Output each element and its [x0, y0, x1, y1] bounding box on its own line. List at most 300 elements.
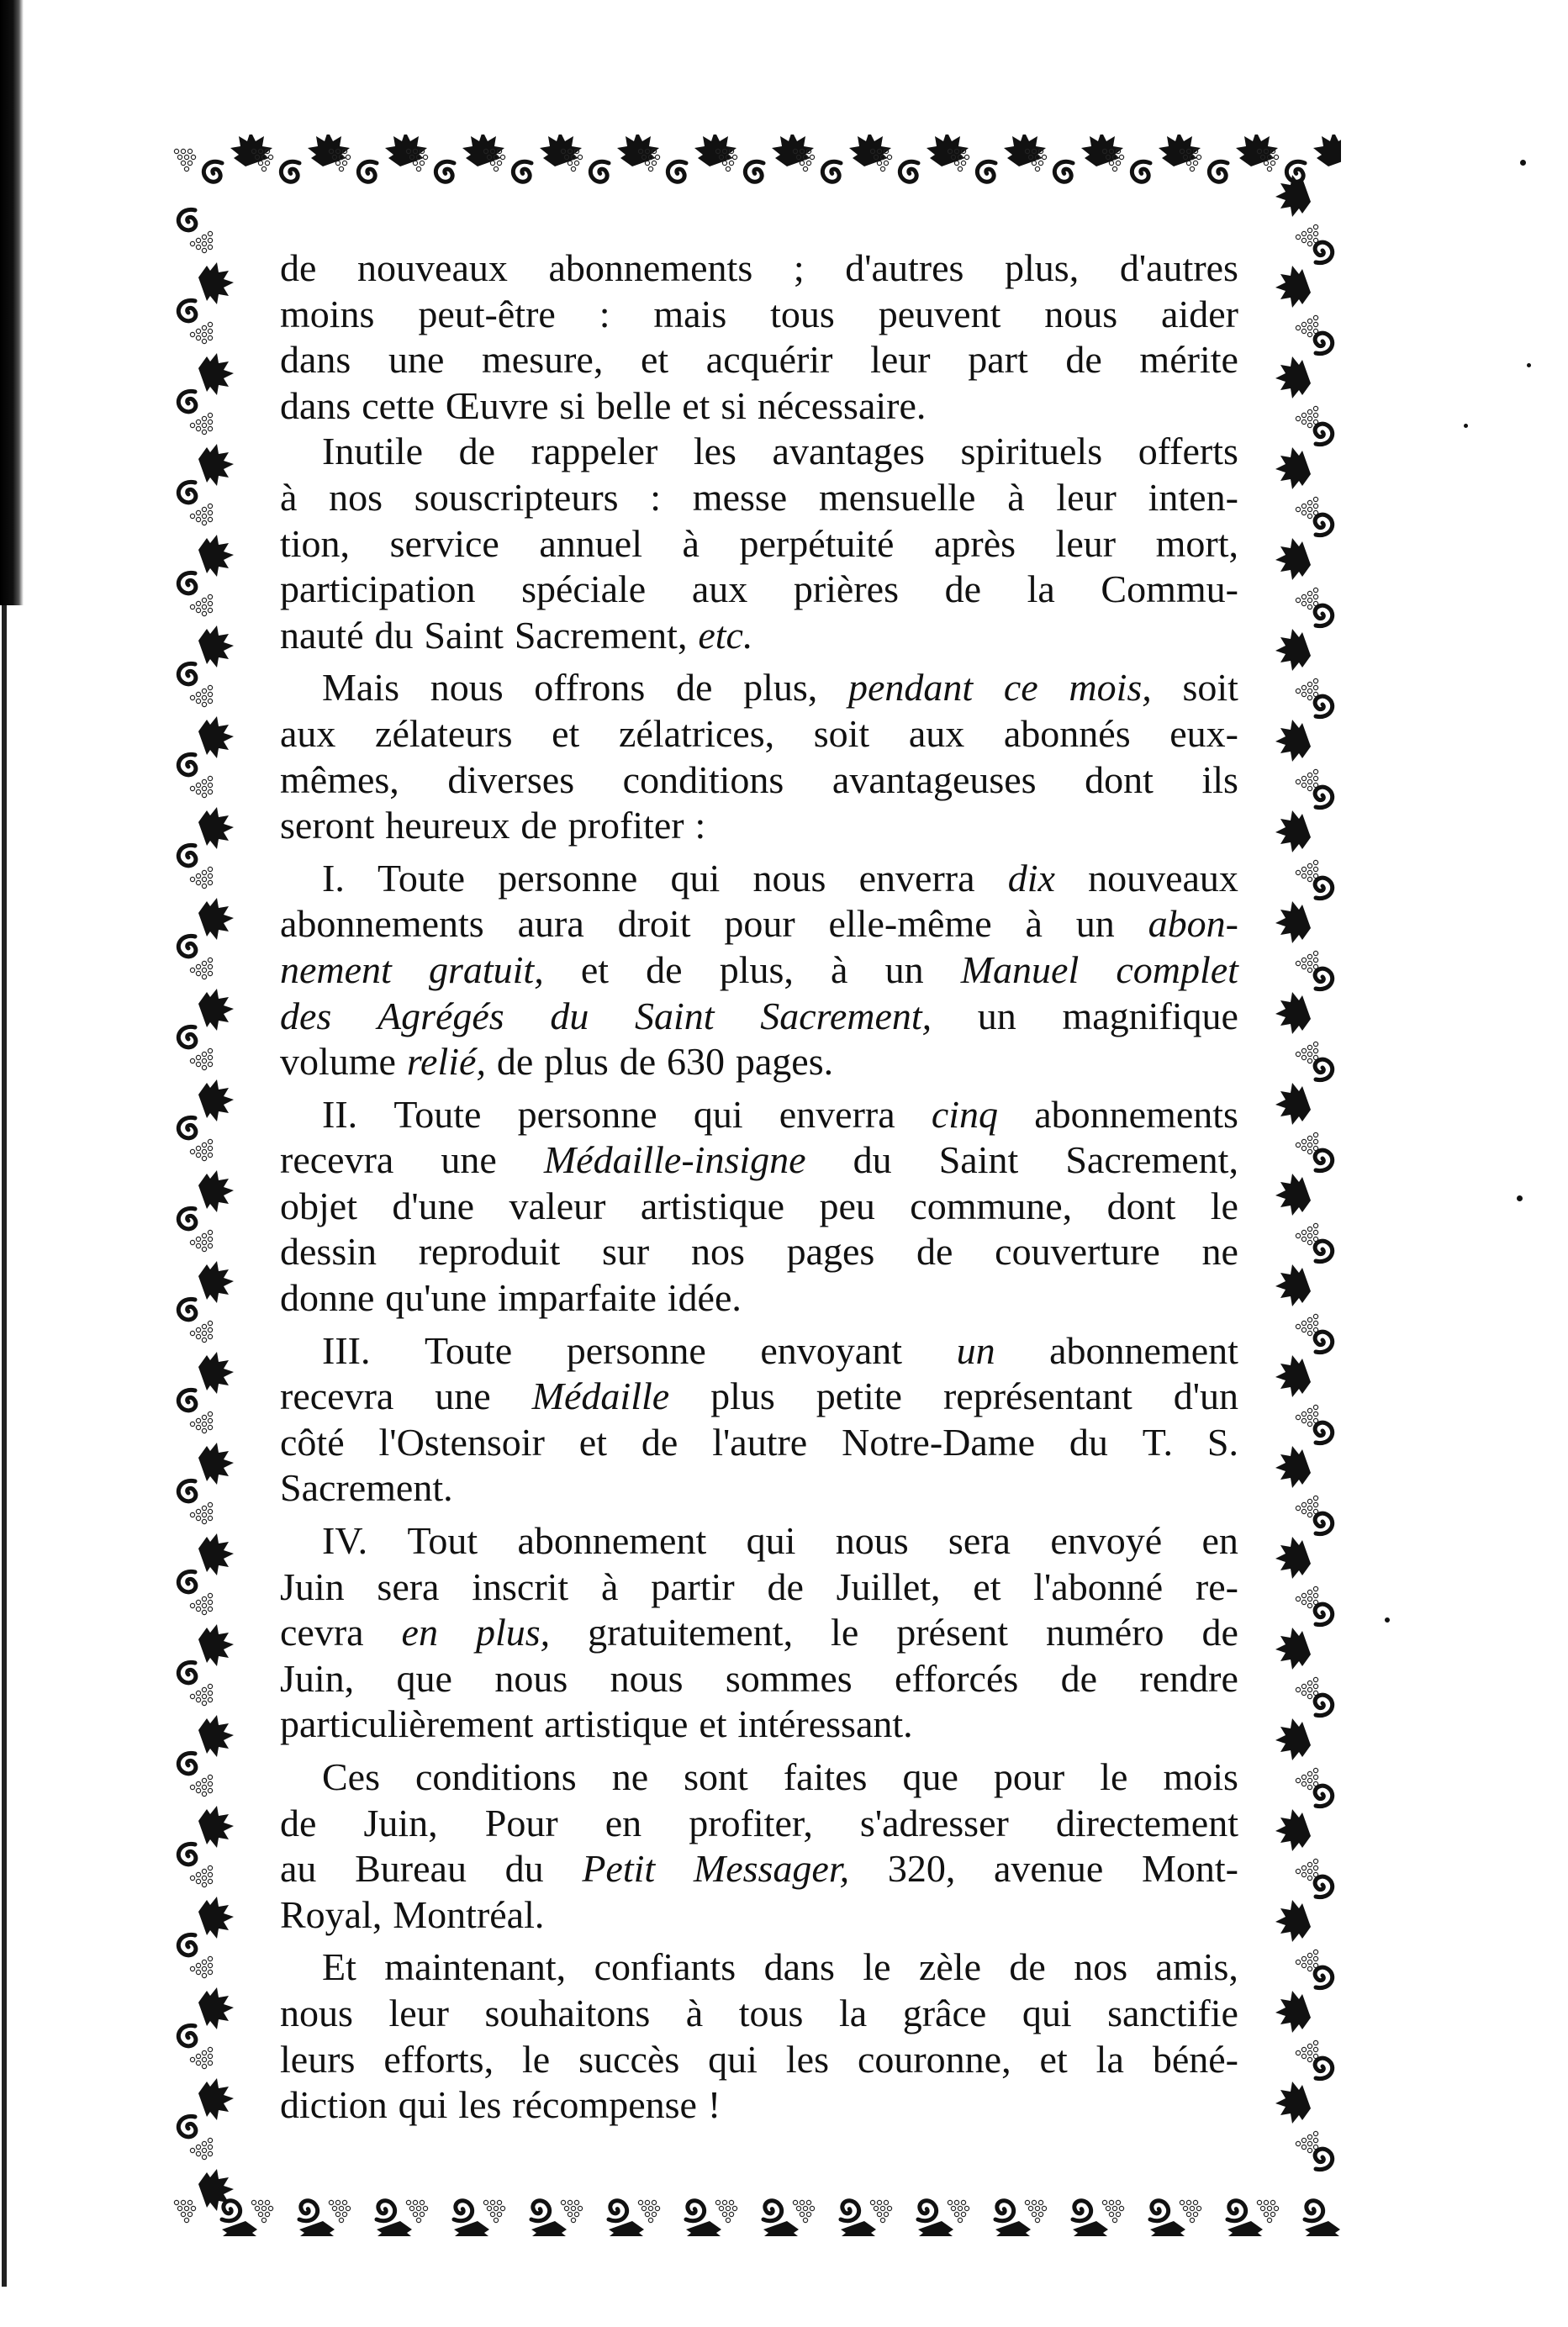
word: pages. [735, 1040, 834, 1084]
text-line [280, 383, 1238, 430]
word: amis, [1155, 1945, 1238, 1989]
grape-cluster [329, 2200, 350, 2222]
vine-leaf [198, 1261, 234, 1303]
word: et [682, 383, 710, 427]
word: de [1201, 1611, 1238, 1654]
text-line [280, 1944, 1238, 1991]
word: Sacrement, [1065, 1138, 1238, 1182]
word: une [441, 1138, 497, 1182]
word: mêmes, [280, 757, 399, 801]
binding-edge [0, 0, 24, 605]
scan-speck [1520, 160, 1526, 166]
word: et [580, 947, 610, 991]
word: de [944, 567, 981, 611]
vine-tendril [453, 2199, 474, 2223]
word: Et [322, 1945, 356, 1989]
grape-cluster [1296, 951, 1317, 972]
word: abonnés [1003, 711, 1131, 755]
word: Juin [280, 1565, 345, 1608]
word: particulièrement [280, 1702, 534, 1746]
word: de [1009, 1945, 1046, 1989]
vine-leaf [198, 262, 234, 304]
vine-tendril [178, 936, 196, 956]
word: part [968, 338, 1028, 382]
text-line [280, 1465, 1238, 1512]
grape-cluster [190, 1230, 212, 1251]
word: annuel [539, 521, 643, 565]
word: Montréal. [393, 1892, 545, 1936]
grape-cluster [1025, 2200, 1046, 2222]
word: rappeler [531, 430, 658, 473]
word: Œuvre [445, 383, 549, 427]
word: perpétuité [739, 521, 895, 565]
word: leur [1055, 521, 1117, 565]
word: sont [684, 1755, 748, 1798]
word: à [685, 1991, 704, 2034]
vine-tendril [1315, 696, 1333, 716]
text-line [280, 1420, 1238, 1466]
vine-tendril [178, 845, 196, 865]
word: ils [1201, 757, 1238, 801]
text-line [280, 757, 1238, 804]
word: pour [724, 902, 795, 946]
word: qui [1022, 1991, 1072, 2034]
vine-leaf [198, 2169, 234, 2211]
vine-tendril [434, 160, 455, 183]
vine-tendril [1149, 2199, 1170, 2223]
grape-cluster [190, 776, 212, 797]
word: acquérir [705, 338, 833, 382]
vine-leaf [198, 716, 234, 758]
word: peuvent [878, 292, 1001, 335]
word: seront [280, 804, 375, 847]
word: : [694, 804, 706, 847]
word: présent [896, 1611, 1009, 1654]
vine-tendril [178, 573, 196, 593]
vine-tendril [685, 2199, 706, 2223]
word: souscripteurs [414, 475, 619, 519]
vine-leaf [198, 2078, 234, 2120]
text-line [280, 856, 1238, 902]
grape-cluster [190, 231, 212, 252]
grape-cluster [190, 2047, 212, 2068]
vine-leaf [1275, 629, 1311, 671]
word: plus, [719, 947, 794, 991]
grape-cluster [1296, 588, 1317, 609]
word: mesure, [482, 338, 604, 382]
vine-leaf [198, 1533, 234, 1575]
vine-leaf [296, 2221, 338, 2236]
word: Ces [322, 1755, 380, 1798]
grape-cluster [174, 2200, 195, 2222]
word: Commu- [1101, 567, 1238, 611]
word: ce [1003, 666, 1038, 710]
word: Agrégés [377, 994, 504, 1037]
word: Médaille-insigne [543, 1138, 806, 1182]
word: après [933, 521, 1016, 565]
word: et [578, 1420, 607, 1464]
text-line [280, 1892, 1238, 1939]
word: pages [786, 1230, 875, 1274]
word: d'autres [1119, 246, 1238, 289]
word: les [458, 2083, 502, 2127]
word: qui [746, 1519, 796, 1563]
text-line [280, 1275, 1238, 1322]
word: spéciale [521, 567, 647, 611]
grape-cluster [251, 2200, 272, 2222]
grape-cluster [1296, 860, 1317, 881]
word: cinq [931, 1092, 999, 1136]
word: à [600, 1565, 619, 1608]
grape-cluster [948, 2200, 969, 2222]
vine-tendril [840, 2199, 861, 2223]
word: nos [329, 475, 383, 519]
vine-tendril [1315, 1604, 1333, 1624]
word: si [721, 383, 747, 427]
vine-tendril [1227, 2199, 1248, 2223]
word: Juin, [280, 1656, 355, 1700]
word: à [280, 475, 298, 519]
vine-leaf [683, 2221, 725, 2236]
vine-tendril [1315, 1513, 1333, 1533]
grape-cluster [190, 1775, 212, 1796]
word: dans [280, 383, 351, 427]
text-line [280, 711, 1238, 757]
vine-leaf [1275, 1174, 1311, 1216]
word: sera [948, 1519, 1011, 1563]
word: une [435, 1375, 491, 1418]
grape-cluster [406, 2200, 427, 2222]
text-line [280, 994, 1238, 1040]
vine-tendril [1315, 514, 1333, 535]
word: aura [517, 902, 584, 946]
vine-tendril [178, 1117, 196, 1137]
word: que [902, 1755, 958, 1798]
vine-leaf [992, 2221, 1034, 2236]
word: Manuel [960, 947, 1080, 991]
word: Saint [424, 613, 504, 657]
vine-leaf [605, 2221, 647, 2236]
word: zèle [918, 1945, 981, 1989]
vine-tendril [1315, 242, 1333, 262]
word: diverses [447, 757, 575, 801]
word: imparfaite [497, 1276, 657, 1320]
word: leurs [280, 2037, 356, 2081]
vine-leaf [198, 1897, 234, 1939]
vine-leaf [915, 2221, 957, 2236]
word: : [650, 475, 662, 519]
vine-tendril [821, 160, 842, 183]
word: conditions [622, 757, 784, 801]
word: couronne, [857, 2037, 1011, 2081]
word: objet [280, 1184, 357, 1227]
word: de [916, 1230, 953, 1274]
grape-cluster [1296, 678, 1317, 699]
vine-tendril [1315, 1876, 1333, 1897]
grape-cluster [1296, 406, 1317, 427]
word: sanctifie [1107, 1991, 1238, 2034]
vine-leaf [198, 1624, 234, 1666]
grape-cluster [483, 2200, 504, 2222]
vine-tendril [178, 209, 196, 230]
grape-cluster [1296, 1586, 1317, 1607]
word: l'Ostensoir [378, 1420, 545, 1464]
word: nement [280, 947, 392, 991]
vine-leaf [1275, 1083, 1311, 1125]
word: le [522, 2037, 551, 2081]
word: partir [651, 1565, 735, 1608]
word: d'autres [845, 246, 964, 289]
vine-leaf [1313, 135, 1341, 166]
word: personne [498, 856, 638, 900]
vine-tendril [608, 2199, 629, 2223]
word: abonnement [517, 1519, 707, 1563]
word: abonnement [1049, 1328, 1238, 1372]
vine-leaf [198, 535, 234, 577]
word: si [559, 383, 586, 427]
word: Toute [393, 1092, 482, 1136]
border-bottom [174, 2199, 1341, 2236]
vine-tendril [1315, 878, 1333, 898]
word: Tout [407, 1519, 478, 1563]
word: profiter [568, 804, 684, 847]
word: Saint [635, 994, 715, 1037]
vine-tendril [178, 1934, 196, 1955]
vine-leaf [1275, 1355, 1311, 1397]
grape-cluster [190, 1048, 212, 1069]
vine-tendril [1315, 333, 1333, 353]
word: le [863, 1945, 891, 1989]
word: leur [870, 338, 931, 382]
word: maintenant, [384, 1945, 567, 1989]
word: nous [835, 1519, 909, 1563]
word: participation [280, 567, 476, 611]
word: qui [670, 856, 721, 900]
grape-cluster [561, 2200, 582, 2222]
grape-cluster [190, 1956, 212, 1977]
text-line [280, 1374, 1238, 1420]
word: un [956, 1328, 995, 1372]
word: du [853, 1138, 892, 1182]
word: pour [993, 1755, 1065, 1798]
grape-cluster [1296, 1496, 1317, 1517]
word: I. [322, 856, 345, 900]
grape-cluster [870, 2200, 891, 2222]
text-line [280, 245, 1238, 292]
word: efforts, [383, 2037, 494, 2081]
word: rendre [1139, 1656, 1238, 1700]
vine-leaf [198, 1079, 234, 1121]
grape-cluster [190, 504, 212, 525]
word: dont [1106, 1184, 1176, 1227]
vine-leaf [1275, 1991, 1311, 2033]
word: Juin, [363, 1801, 438, 1844]
word: Médaille [531, 1375, 670, 1418]
word: de [676, 666, 713, 710]
word: leur [388, 1991, 449, 2034]
word: service [389, 521, 499, 565]
vine-tendril [298, 2199, 319, 2223]
word: S. [1206, 1420, 1238, 1464]
grape-cluster [1296, 1042, 1317, 1063]
vine-tendril [1315, 605, 1333, 625]
vine-tendril [178, 1480, 196, 1501]
word: valeur [509, 1184, 606, 1227]
word: un [1075, 902, 1115, 946]
text-line [280, 1991, 1238, 2037]
grape-cluster [1296, 1859, 1317, 1880]
vine-leaf [1224, 2221, 1266, 2236]
word: le [831, 1611, 859, 1654]
text-line [280, 1565, 1238, 1611]
text-line [280, 337, 1238, 383]
word: Bureau [355, 1847, 467, 1891]
vine-tendril [1315, 424, 1333, 444]
grape-cluster [638, 2200, 659, 2222]
word: Toute [425, 1328, 513, 1372]
grape-cluster [1180, 2200, 1201, 2222]
vine-leaf [451, 2221, 493, 2236]
word: qui [398, 2083, 448, 2127]
word: la [1095, 2037, 1124, 2081]
word: heureux [385, 804, 510, 847]
word: un [884, 947, 924, 991]
vine-tendril [511, 160, 532, 183]
word: 320, [887, 1847, 956, 1891]
word: ! [707, 2083, 721, 2127]
vine-leaf [219, 2221, 261, 2236]
vine-tendril [178, 1571, 196, 1591]
word: le [1100, 1755, 1128, 1798]
word: en [401, 1611, 438, 1654]
word: nos [690, 1230, 745, 1274]
word: sommes [725, 1656, 853, 1700]
word: plus [544, 1040, 609, 1084]
text-line [280, 1229, 1238, 1275]
vine-leaf [1069, 2221, 1111, 2236]
word: à [682, 521, 700, 565]
vine-tendril [178, 754, 196, 774]
word: III. [322, 1328, 371, 1372]
vine-leaf [1275, 1537, 1311, 1579]
word: plus, [475, 1611, 551, 1654]
word: la [1027, 567, 1055, 611]
vine-leaf [198, 1806, 234, 1848]
word: : [599, 292, 610, 335]
word: inten- [1148, 475, 1238, 519]
grape-cluster [1296, 1223, 1317, 1244]
word: peu [819, 1184, 875, 1227]
vine-tendril [178, 1753, 196, 1773]
vine-tendril [1053, 160, 1074, 183]
word: du [550, 994, 589, 1037]
word: Inutile [322, 430, 424, 473]
word: nous [610, 1656, 684, 1700]
grape-cluster [190, 1321, 212, 1342]
word: d'une [392, 1184, 475, 1227]
vine-tendril [1315, 2149, 1333, 2169]
word: nous [1044, 292, 1118, 335]
word: ne [611, 1755, 649, 1798]
vine-leaf [1275, 720, 1311, 762]
text-line [280, 292, 1238, 338]
word: des [280, 994, 332, 1037]
grape-cluster [1296, 2131, 1317, 2152]
word: aux [908, 711, 965, 755]
vine-tendril [1072, 2199, 1093, 2223]
text-line [280, 429, 1238, 475]
word: dans [280, 338, 351, 382]
vine-tendril [763, 2199, 784, 2223]
grape-cluster [793, 2200, 814, 2222]
vine-tendril [178, 1662, 196, 1682]
word: mort, [1155, 521, 1238, 565]
vine-tendril [1315, 1059, 1333, 1079]
word: mois, [1069, 666, 1152, 710]
vine-leaf [198, 1987, 234, 2029]
vine-tendril [1315, 1422, 1333, 1443]
word: qu'une [385, 1276, 488, 1320]
vine-leaf [198, 444, 234, 486]
word: enverra [858, 856, 975, 900]
word: plus, [1005, 246, 1080, 289]
word: aux [280, 711, 336, 755]
word: nous [430, 666, 504, 710]
word: de [458, 430, 496, 473]
word: magnifique [1062, 994, 1238, 1037]
vine-tendril [666, 160, 687, 183]
word: cette [362, 383, 436, 427]
grape-cluster [190, 1865, 212, 1886]
word: petite [816, 1375, 902, 1418]
vine-leaf [1275, 538, 1311, 580]
word: 630 [666, 1040, 725, 1084]
text-line [280, 947, 1238, 994]
text-line [280, 803, 1238, 849]
word: couverture [995, 1230, 1160, 1274]
grape-cluster [1296, 1132, 1317, 1153]
grape-cluster [190, 1502, 212, 1523]
word: soit [1182, 666, 1238, 710]
grape-cluster [1296, 315, 1317, 336]
word: volume [280, 1040, 396, 1084]
word: nous [494, 1656, 568, 1700]
word: intéressant. [737, 1702, 913, 1746]
word: dix [1007, 856, 1055, 900]
word: dans [763, 1945, 835, 1989]
scan-speck [1464, 424, 1468, 428]
word: que [396, 1656, 452, 1700]
text-line [280, 567, 1238, 613]
word: faites [783, 1755, 868, 1798]
word: commune, [910, 1184, 1073, 1227]
vine-leaf [1275, 901, 1311, 943]
text-line [280, 613, 1238, 659]
vine-leaf [1275, 447, 1311, 489]
word: de [646, 947, 683, 991]
word: dont [1085, 757, 1154, 801]
word: efforcés [895, 1656, 1019, 1700]
word: avantages [772, 430, 925, 473]
grape-cluster [1296, 1768, 1317, 1789]
word: de [280, 1801, 317, 1844]
word: ne [1201, 1230, 1238, 1274]
word: l'autre [712, 1420, 808, 1464]
vine-tendril [279, 160, 300, 183]
vine-tendril [1315, 1967, 1333, 1987]
vine-leaf [837, 2221, 879, 2236]
word: du [1069, 1420, 1108, 1464]
